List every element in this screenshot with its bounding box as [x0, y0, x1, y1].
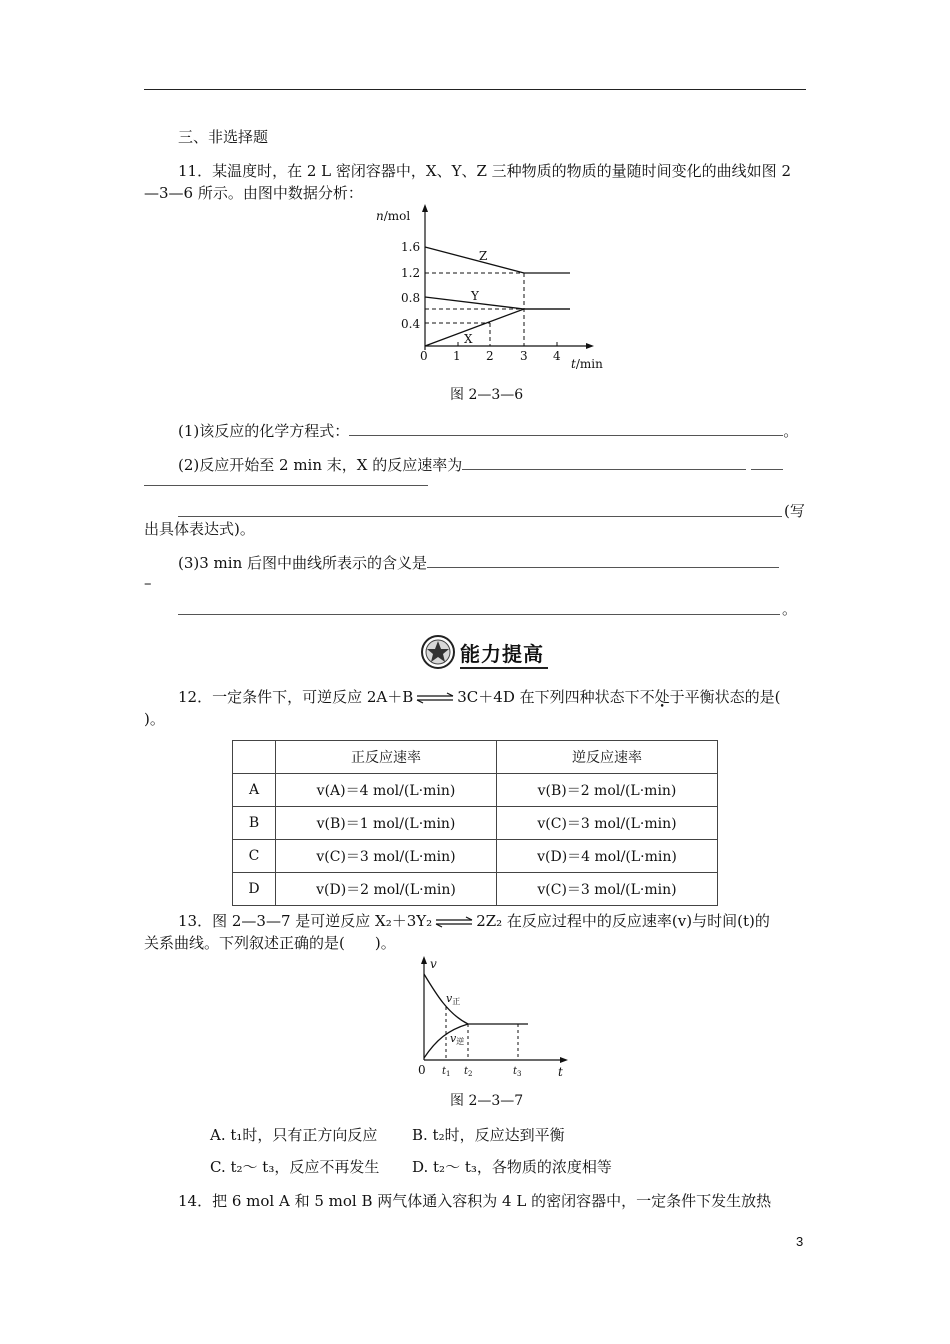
q11-part2-label: (2)反应开始至 2 min 末，X 的反应速率为: [178, 456, 463, 474]
q12-text-after: 3C＋4D 在下列四种状态下: [457, 688, 640, 706]
table-header-row: [233, 741, 718, 774]
x-axis-label: t: [558, 1065, 563, 1079]
table-cell: v(C)＝3 mol/(L·min): [497, 873, 718, 906]
table-row: [233, 774, 718, 807]
q11-part2-tail: (写: [784, 502, 805, 520]
q12-line2: )。: [144, 710, 165, 728]
series-label-Z: Z: [479, 249, 488, 263]
q11-part2-blank-a: [462, 469, 746, 470]
q13-option-c: C. t₂～ t₃，反应不再发生: [210, 1158, 380, 1176]
q11-part3-blank: [427, 567, 779, 568]
y-tick-1.6: 1.6: [401, 240, 421, 254]
y-tick-1.2: 1.2: [401, 266, 421, 280]
q12-emph: 不处于: [639, 688, 685, 706]
chart-n-vs-t: [368, 200, 618, 380]
table-header-cell: 逆反应速率: [497, 741, 718, 774]
table-cell: v(D)＝2 mol/(L·min): [276, 873, 497, 906]
chart-v-vs-t: [408, 952, 578, 1084]
table-cell: D: [233, 873, 276, 906]
x-tick-3: 3: [520, 349, 528, 363]
series-label-Y: Y: [471, 289, 479, 303]
y-axis-arrow: [421, 956, 427, 964]
q12-line1: [178, 686, 781, 707]
equilibrium-arrow-icon: [434, 916, 474, 928]
q11-part2-blank-line2: [144, 485, 428, 486]
q11-part1: [178, 420, 798, 441]
q12-text-end: 平衡状态的是(: [684, 688, 781, 706]
section-banner: [420, 633, 544, 671]
table-cell: C: [233, 840, 276, 873]
q13-line1-before: 13．图 2—3—7 是可逆反应 X₂＋3Y₂: [178, 912, 433, 930]
q11-part2-blank-b: [751, 469, 783, 470]
header-rule: [144, 89, 806, 90]
table-row: [233, 873, 718, 906]
q11-part3: [178, 552, 779, 573]
equilibrium-arrow-icon: [415, 692, 455, 704]
table-cell: v(C)＝3 mol/(L·min): [276, 840, 497, 873]
x-tick-4: 4: [553, 349, 561, 363]
table-cell: A: [233, 774, 276, 807]
q11-part3-blank-line2: [178, 614, 780, 615]
series-X: [425, 309, 570, 346]
rates-table: [232, 740, 718, 906]
table-cell: v(D)＝4 mol/(L·min): [497, 840, 718, 873]
table-row: [233, 807, 718, 840]
x-axis-label: t/min: [571, 357, 603, 371]
banner-underline: [460, 667, 548, 669]
y-tick-0.4: 0.4: [401, 317, 421, 331]
q13-line1-after: 2Z₂ 在反应过程中的反应速率(v)与时间(t)的: [476, 912, 770, 930]
x-tick-t1: $t_1$: [442, 1066, 451, 1078]
table-header-cell: [233, 741, 276, 774]
table-cell: v(A)＝4 mol/(L·min): [276, 774, 497, 807]
x-tick-1: 1: [453, 349, 461, 363]
series-Y: [425, 297, 570, 309]
section-title: 三、非选择题: [178, 128, 269, 146]
q11-part3-label: (3)3 min 后图中曲线所表示的含义是: [178, 554, 428, 572]
q13-line2: 关系曲线。下列叙述正确的是( )。: [144, 934, 396, 952]
q12-text-before: 12．一定条件下，可逆反应 2A＋B: [178, 688, 414, 706]
table-cell: v(B)＝1 mol/(L·min): [276, 807, 497, 840]
q11-part3-dash: –: [144, 574, 152, 592]
y-axis-label: v: [430, 957, 437, 971]
q13-option-b: B. t₂时，反应达到平衡: [412, 1126, 565, 1144]
q11-part2: [178, 454, 783, 475]
table-cell: v(C)＝3 mol/(L·min): [497, 807, 718, 840]
table-row: [233, 840, 718, 873]
q11-intro-line1: 11．某温度时，在 2 L 密闭容器中，X、Y、Z 三种物质的物质的量随时间变化的曲线如图 2: [178, 162, 791, 180]
table-header-cell: 正反应速率: [276, 741, 497, 774]
x-axis-arrow: [560, 1057, 568, 1063]
q11-part3-end: 。: [782, 600, 798, 618]
x-tick-t2: $t_2$: [464, 1066, 473, 1078]
q11-part2-line2: 出具体表达式)。: [144, 520, 255, 538]
x-tick-2: 2: [486, 349, 494, 363]
y-tick-0.8: 0.8: [401, 291, 421, 305]
banner-text: 能力提高: [460, 641, 544, 666]
x-tick-0: 0: [420, 349, 428, 363]
series-label-v-forward: v正: [446, 992, 461, 1006]
table-cell: B: [233, 807, 276, 840]
q11-part1-end: 。: [783, 422, 799, 440]
q13-option-a: A. t₁时，只有正方向反应: [210, 1126, 378, 1144]
medal-icon: [420, 634, 456, 670]
x-axis-arrow: [586, 343, 594, 349]
x-tick-t3: $t_3$: [513, 1066, 522, 1078]
q11-figure-caption: 图 2—3—6: [450, 387, 524, 403]
q13-option-d: D. t₂～ t₃，各物质的浓度相等: [412, 1158, 612, 1176]
q13-figure-caption: 图 2—3—7: [450, 1093, 524, 1109]
y-axis-arrow: [422, 204, 428, 212]
y-axis-label: n/mol: [376, 209, 411, 223]
q11-part1-label: (1)该反应的化学方程式：: [178, 422, 350, 440]
q11-intro-line2: —3—6 所示。由图中数据分析：: [144, 184, 363, 202]
series-label-v-reverse: v逆: [450, 1032, 465, 1046]
q11-part1-blank: [349, 435, 783, 436]
q14-line1: 14．把 6 mol A 和 5 mol B 两气体通入容积为 4 L 的密闭容器中，一定条件下发生放热: [178, 1192, 772, 1210]
q13-line1: [178, 910, 770, 931]
page-number: 3: [796, 1234, 804, 1249]
series-Z: [425, 247, 570, 273]
series-label-X: X: [464, 332, 473, 346]
q11-part2-blank-line3: [178, 516, 782, 517]
origin-label: 0: [418, 1063, 426, 1077]
table-cell: v(B)＝2 mol/(L·min): [497, 774, 718, 807]
